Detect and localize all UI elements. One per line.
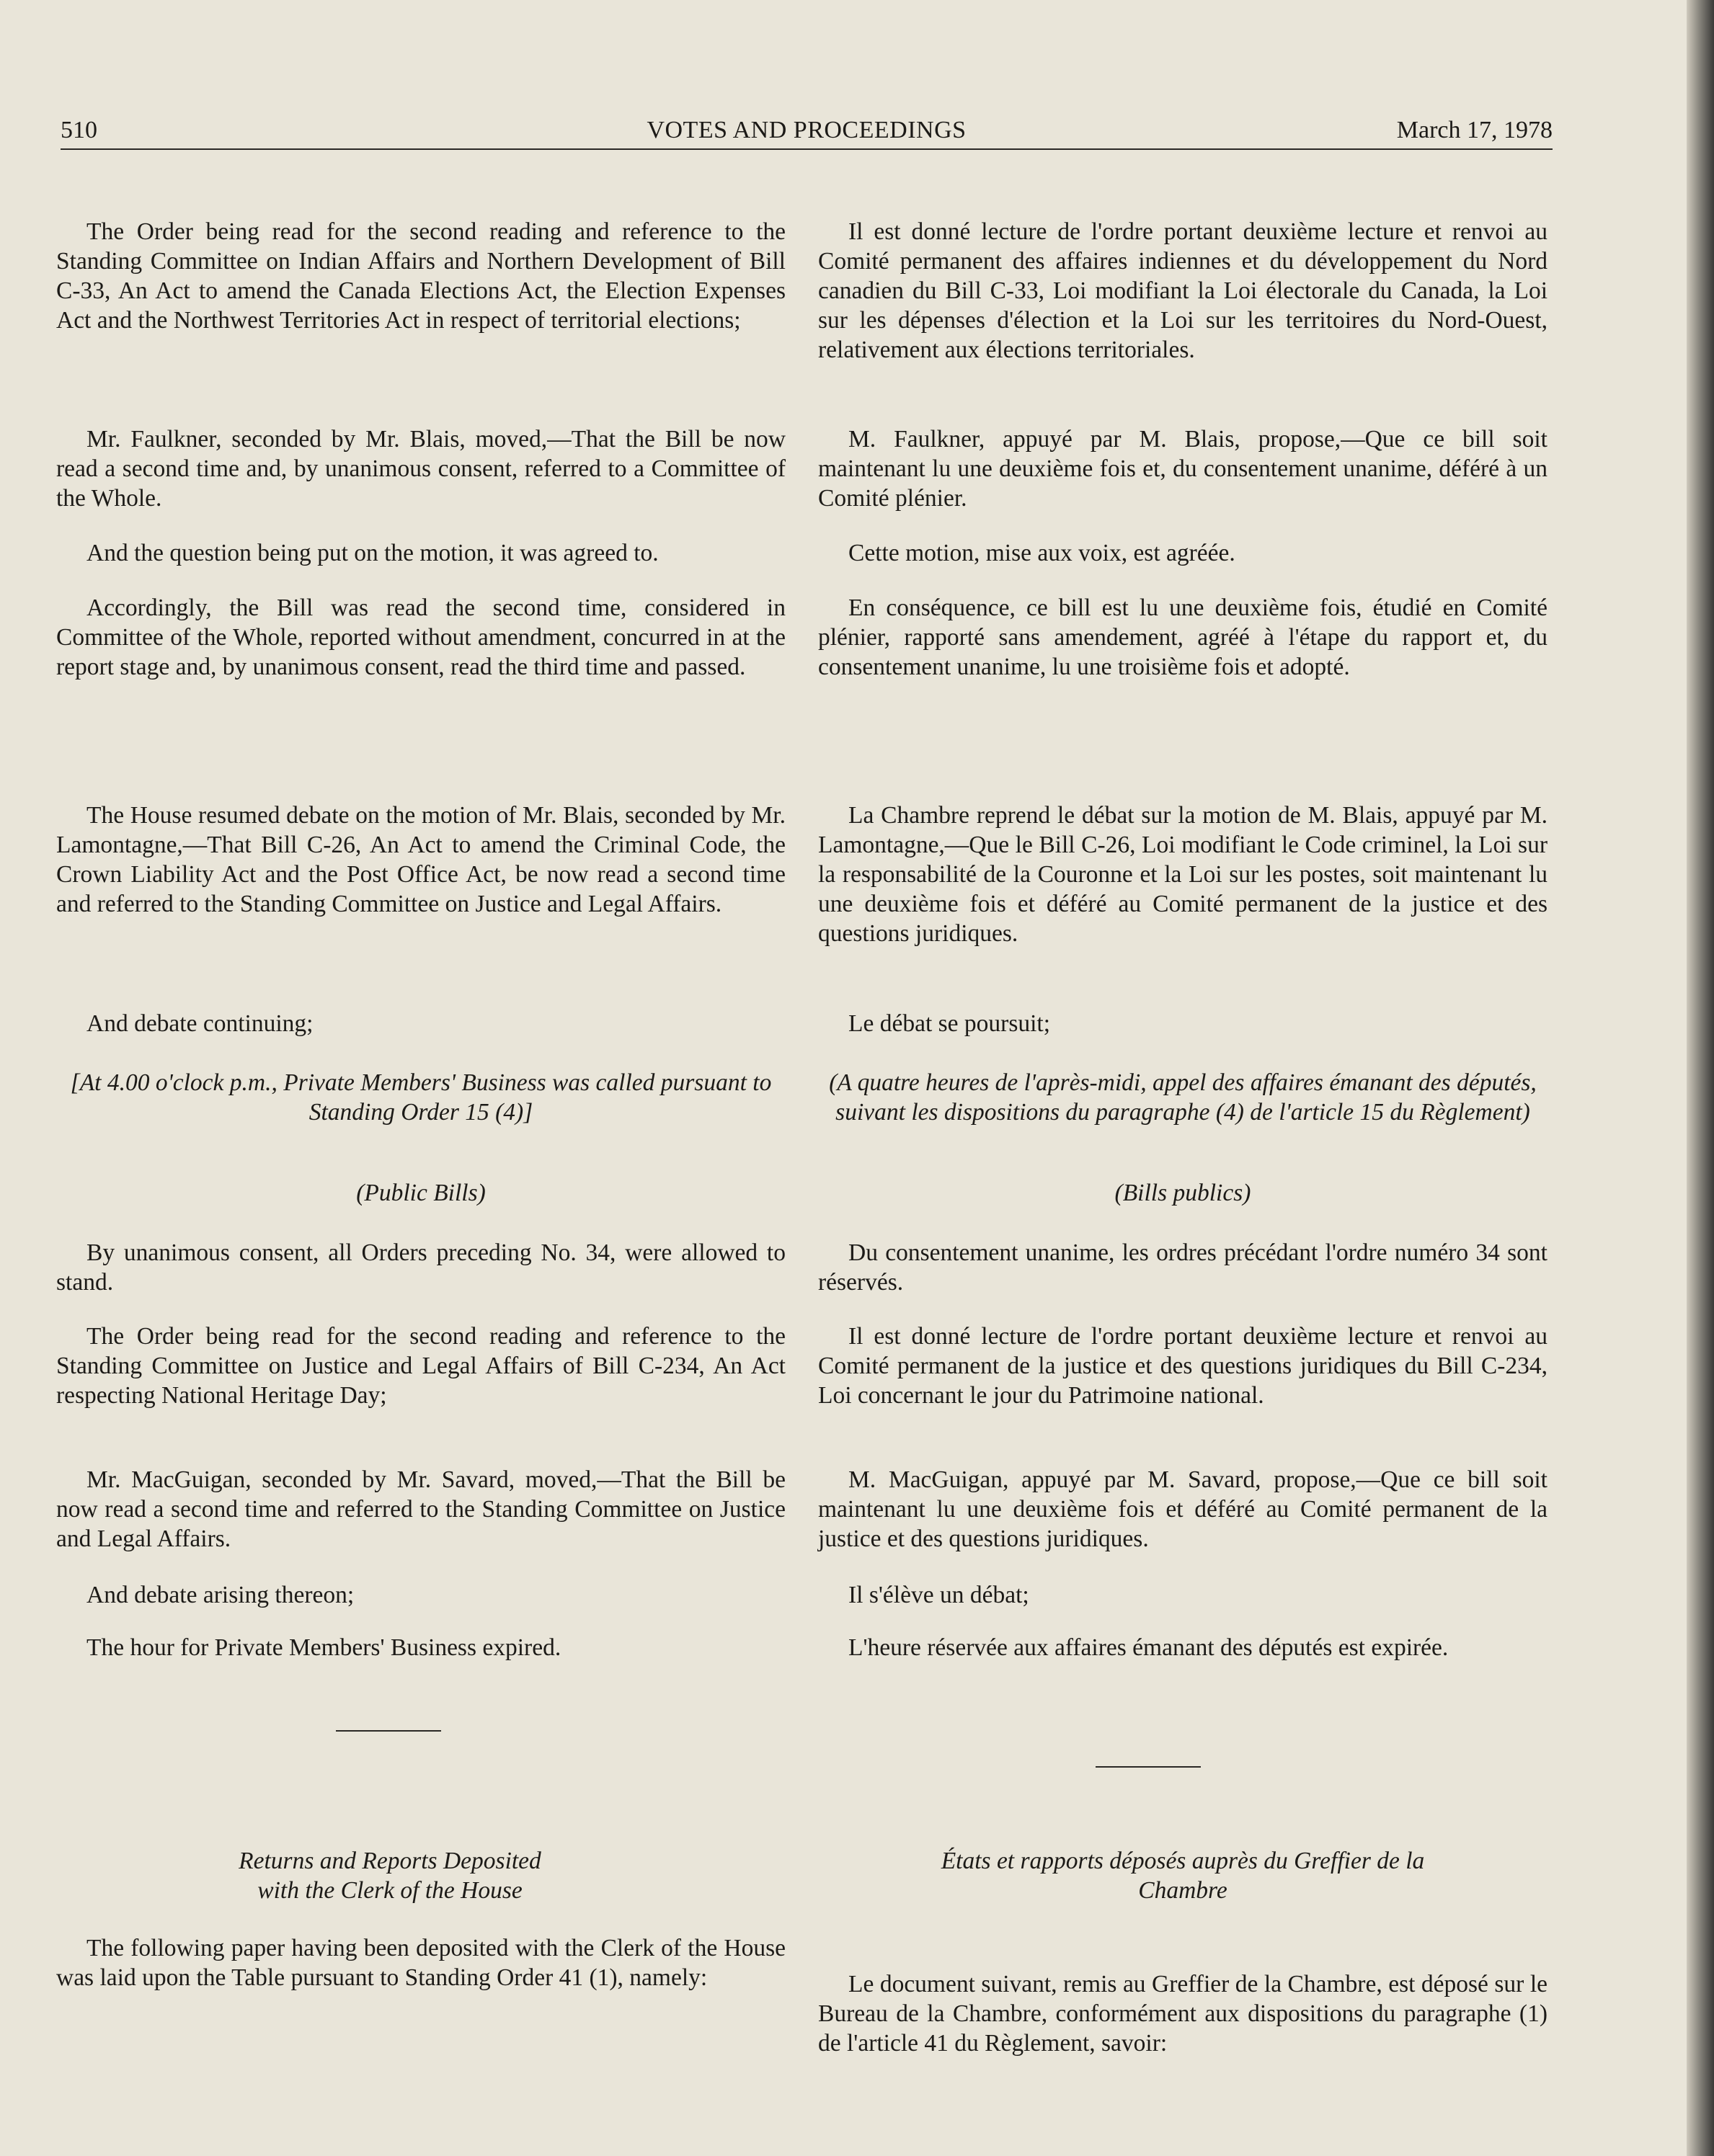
english-column	[56, 0, 786, 2156]
en-paragraph-hour-expired: The hour for Private Members' Business expired.	[86, 1634, 561, 1661]
fr-paragraph-debate-continuing: Le débat se poursuit;	[848, 1010, 1051, 1037]
section-divider	[336, 1730, 441, 1732]
fr-returns-heading: États et rapports déposés auprès du Greffier de la Chambre	[941, 1848, 1425, 1904]
fr-paragraph-hour-expired: L'heure réservée aux affaires émanant des députés est expirée.	[848, 1634, 1449, 1661]
fr-private-members-note: (A quatre heures de l'après-midi, appel des affaires émanant des députés, suivant les dispositions du paragraphe (4) de l'article 15 du Règlement)	[829, 1069, 1537, 1126]
fr-paragraph-bill-c234: Il est donné lecture de l'ordre portant deuxième lecture et renvoi au Comité permanent de la justice et des questions juridiques du Bill C-234, Loi concernant le jour du Patrimoine national.	[818, 1323, 1548, 1409]
fr-public-bills-heading: (Bills publics)	[1114, 1180, 1251, 1206]
fr-paragraph-unanimous-consent: Du consentement unanime, les ordres précédant l'ordre numéro 34 sont réservés.	[818, 1239, 1548, 1296]
header-date: March 17, 1978	[1396, 117, 1553, 143]
binding-edge	[1687, 0, 1714, 2156]
en-paragraph-deposited-paper: The following paper having been deposited with the Clerk of the House was laid upon the Table pursuant to Standing Order 41 (1), namely:	[56, 1935, 786, 1991]
en-paragraph-bill-c26: The House resumed debate on the motion of Mr. Blais, seconded by Mr. Lamontagne,—That Bill C-26, An Act to amend the Criminal Code, the Crown Liability Act and the Post Office Act, be now read a second time and referred to the Standing Committee on Justice and Legal Affairs.	[56, 802, 786, 917]
en-returns-heading: Returns and Reports Deposited with the Clerk of the House	[239, 1848, 541, 1904]
fr-paragraph-macguigan-motion: M. MacGuigan, appuyé par M. Savard, propose,—Que ce bill soit maintenant lu une deuxième fois et déféré au Comité permanent de la justice et des questions juridiques.	[818, 1466, 1548, 1552]
en-paragraph-agreed: And the question being put on the motion, it was agreed to.	[86, 540, 659, 566]
en-paragraph-faulkner-motion: Mr. Faulkner, seconded by Mr. Blais, moved,—That the Bill be now read a second time and, by unanimous consent, referred to a Committee of the Whole.	[56, 426, 786, 512]
fr-paragraph-agreed: Cette motion, mise aux voix, est agréée.	[848, 540, 1235, 566]
page-number: 510	[61, 117, 97, 143]
fr-paragraph-bill-c33: Il est donné lecture de l'ordre portant deuxième lecture et renvoi au Comité permanent des affaires indiennes et du développement du Nord canadien du Bill C-33, Loi modifiant la Loi électorale du Canada, la Loi sur les dépenses d'élection et la Loi sur les territoires du Nord-Ouest, relativement aux élections territoriales.	[818, 218, 1548, 363]
fr-paragraph-accordingly: En conséquence, ce bill est lu une deuxième fois, étudié en Comité plénier, rapporté sans amendement, agréé à l'étape du rapport et, du consentement unanime, lu une troisième fois et adopté.	[818, 594, 1548, 680]
fr-paragraph-debate-arising: Il s'élève un débat;	[848, 1582, 1029, 1608]
fr-paragraph-faulkner-motion: M. Faulkner, appuyé par M. Blais, propose,—Que ce bill soit maintenant lu une deuxième fois et, du consentement unanime, déféré à un Comité plénier.	[818, 426, 1548, 512]
fr-paragraph-bill-c26: La Chambre reprend le débat sur la motion de M. Blais, appuyé par M. Lamontagne,—Que le Bill C-26, Loi modifiant le Code criminel, la Loi sur la responsabilité de la Couronne et la Loi sur les postes, soit maintenant lu une deuxième fois et déféré au Comité permanent de la justice et des questions juridiques.	[818, 802, 1548, 947]
section-divider	[1096, 1766, 1201, 1768]
en-private-members-note: [At 4.00 o'clock p.m., Private Members' Business was called pursuant to Standing Order 15 (4)]	[70, 1069, 772, 1126]
en-paragraph-debate-continuing: And debate continuing;	[86, 1010, 314, 1037]
french-column	[818, 0, 1548, 2156]
fr-paragraph-deposited-paper: Le document suivant, remis au Greffier de la Chambre, est déposé sur le Bureau de la Chambre, conformément aux dispositions du paragraphe (1) de l'article 41 du Règlement, savoir:	[818, 1971, 1548, 2057]
en-paragraph-unanimous-consent: By unanimous consent, all Orders preceding No. 34, were allowed to stand.	[56, 1239, 786, 1296]
en-paragraph-debate-arising: And debate arising thereon;	[86, 1582, 355, 1608]
en-paragraph-accordingly: Accordingly, the Bill was read the second time, considered in Committee of the Whole, reported without amendment, concurred in at the report stage and, by unanimous consent, read the third time and passed.	[56, 594, 786, 680]
en-public-bills-heading: (Public Bills)	[356, 1180, 486, 1206]
en-paragraph-bill-c33: The Order being read for the second reading and reference to the Standing Committee on Indian Affairs and Northern Development of Bill C-33, An Act to amend the Canada Elections Act, the Election Expenses Act and the Northwest Territories Act in respect of territorial elections;	[56, 218, 786, 334]
en-paragraph-macguigan-motion: Mr. MacGuigan, seconded by Mr. Savard, moved,—That the Bill be now read a second time and referred to the Standing Committee on Justice and Legal Affairs.	[56, 1466, 786, 1552]
running-title: VOTES AND PROCEEDINGS	[647, 117, 967, 143]
en-paragraph-bill-c234: The Order being read for the second reading and reference to the Standing Committee on Justice and Legal Affairs of Bill C-234, An Act respecting National Heritage Day;	[56, 1323, 786, 1409]
